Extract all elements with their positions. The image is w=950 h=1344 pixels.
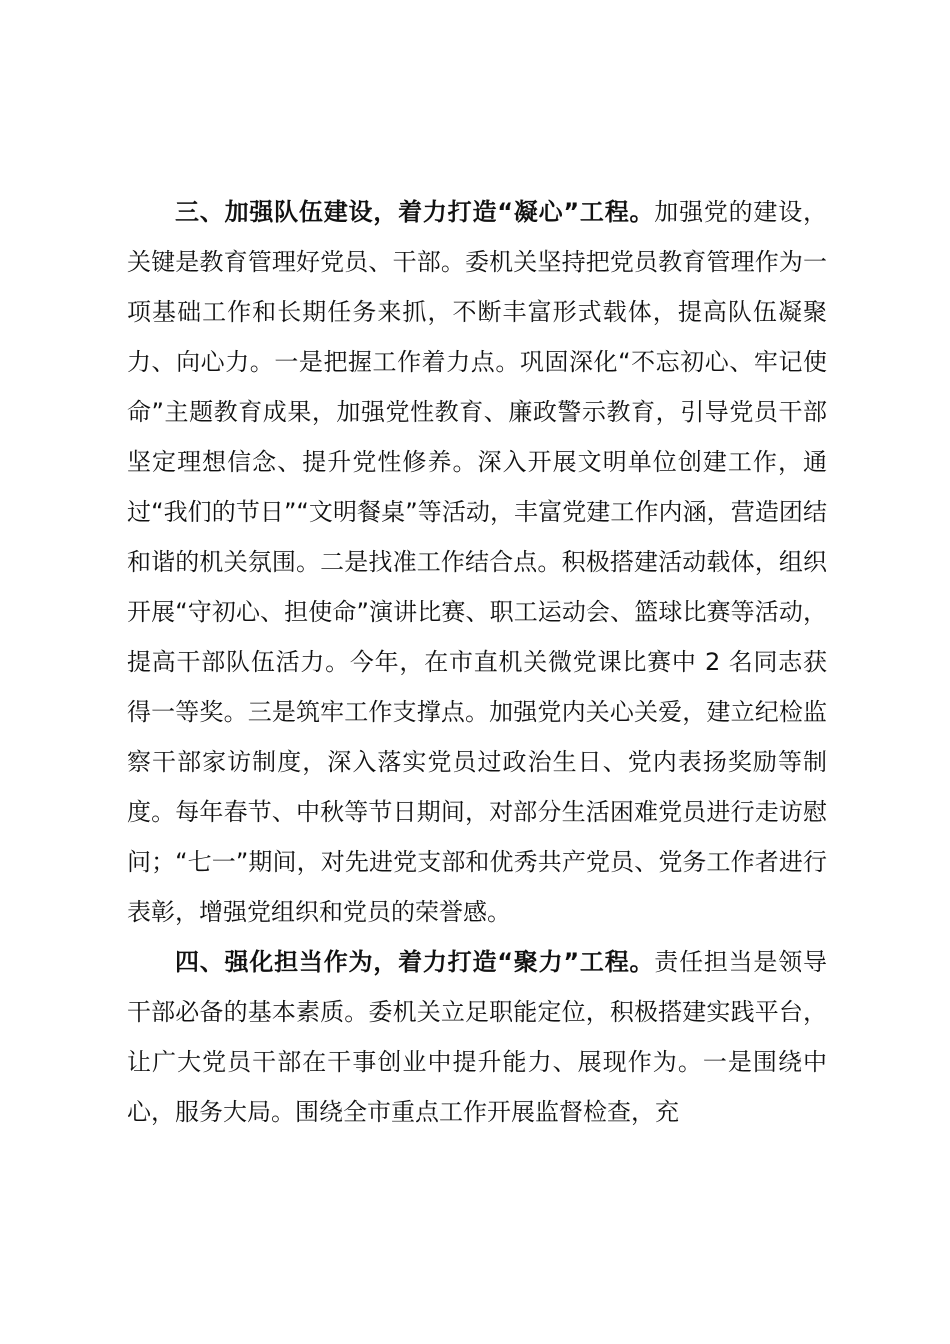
- paragraph-body-three: 加强党的建设，关键是教育管理好党员、干部。委机关坚持把党员教育管理作为一项基础工作和长期任务来抓，不断丰富形式载体，提高队伍凝聚力、向心力。一是把握工作着力点。巩固深化“不忘初心、牢记使命”主题教育成果，加强党性教育、廉政警示教育，引导党员干部坚定理想信念、提升党性修养。深入开展文明单位创建工作，通过“我们的节日”“文明餐桌”等活动，丰富党建工作内涵，营造团结和谐的机关氛围。二是找准工作结合点。积极搭建活动载体，组织开展“守初心、担使命”演讲比赛、职工运动会、篮球比赛等活动，提高干部队伍活力。今年，在市直机关微党课比赛中 2 名同志获得一等奖。三是筑牢工作支撑点。加强党内关心关爱，建立纪检监察干部家访制度，深入落实党员过政治生日、党内表扬奖励等制度。每年春节、中秋等节日期间，对部分生活困难党员进行走访慰问；“七一”期间，对先进党支部和优秀共产党员、党务工作者进行表彰，增强党组织和党员的荣誉感。: [127, 198, 828, 926]
- section-heading-four: 四、强化担当作为，着力打造“聚力”工程。: [175, 948, 655, 976]
- document-page: [127, 187, 827, 1137]
- paragraph-team-building: [127, 187, 827, 937]
- paragraph-responsibility: [127, 937, 827, 1137]
- section-heading-three: 三、加强队伍建设，着力打造“凝心”工程。: [175, 198, 655, 226]
- paragraph-body-four: 责任担当是领导干部必备的基本素质。委机关立足职能定位，积极搭建实践平台，让广大党员干部在干事创业中提升能力、展现作为。一是围绕中心，服务大局。围绕全市重点工作开展监督检查，充: [127, 948, 828, 1126]
